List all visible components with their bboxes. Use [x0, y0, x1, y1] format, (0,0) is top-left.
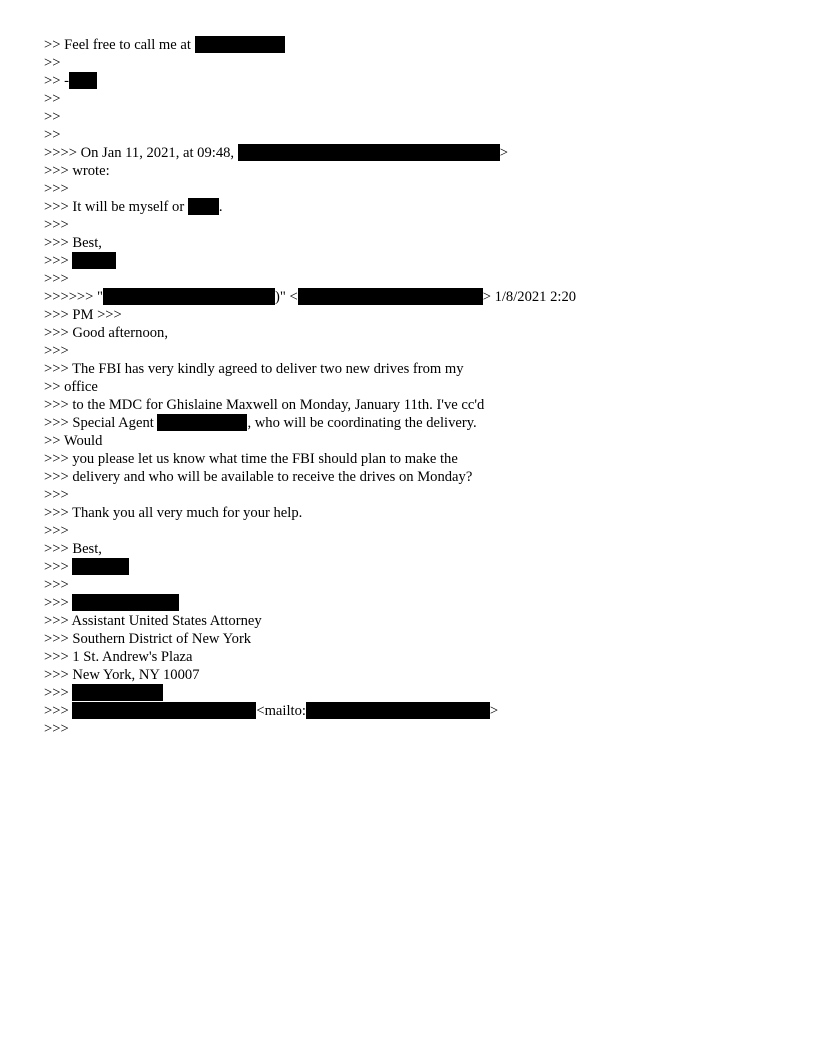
text-line [44, 540, 784, 558]
text-line [44, 126, 784, 144]
text-line [44, 666, 784, 684]
line-text: >> Would [44, 433, 103, 449]
redaction-block [238, 144, 500, 161]
line-text: >>> you please let us know what time the FBI should plan to make the [44, 451, 458, 467]
text-line [44, 468, 784, 486]
line-text: >>> Southern District of New York [44, 631, 252, 647]
redaction-block [72, 684, 163, 701]
redaction-block [72, 558, 129, 575]
line-text: >>>>>> " [44, 289, 103, 305]
text-line [44, 630, 784, 648]
line-text: >>> Assistant United States Attorney [44, 613, 262, 629]
text-line [44, 162, 784, 180]
text-line [44, 414, 784, 432]
line-text: . [218, 199, 223, 215]
text-line [44, 180, 784, 198]
line-text: , who will be coordinating the delivery. [247, 415, 477, 431]
text-line [44, 684, 784, 702]
text-line [44, 612, 784, 630]
line-text: >> [44, 55, 61, 71]
line-text: >>> Good afternoon, [44, 325, 168, 341]
redaction-block [72, 702, 256, 719]
line-text: >>> 1 St. Andrew's Plaza [44, 649, 193, 665]
redaction-block [72, 594, 179, 611]
line-text: >>> It will be myself or [44, 199, 188, 215]
redaction-block [103, 288, 275, 305]
line-text: >>> PM >>> [44, 307, 122, 323]
text-line [44, 396, 784, 414]
text-line [44, 36, 784, 54]
email-thread-body [44, 36, 784, 738]
text-line [44, 576, 784, 594]
line-text: >>> wrote: [44, 163, 110, 179]
line-text: >>> [44, 271, 69, 287]
text-line [44, 648, 784, 666]
line-text: >>> [44, 343, 69, 359]
text-line [44, 432, 784, 450]
text-line [44, 108, 784, 126]
text-line [44, 144, 784, 162]
line-text: >>> [44, 253, 73, 269]
line-text: >>> Thank you all very much for your help. [44, 505, 303, 521]
text-line [44, 504, 784, 522]
text-line [44, 558, 784, 576]
line-text: >> [44, 91, 61, 107]
line-text: >>> [44, 577, 69, 593]
line-text: > 1/8/2021 2:20 [482, 289, 577, 305]
line-text: >>> delivery and who will be available to receive the drives on Monday? [44, 469, 473, 485]
text-line [44, 378, 784, 396]
line-text: >> office [44, 379, 98, 395]
line-text: >> Feel free to call me at [44, 37, 195, 53]
line-text: >> [44, 127, 61, 143]
text-line [44, 720, 784, 738]
text-line [44, 198, 784, 216]
line-text: )" < [275, 289, 298, 305]
line-text: >>> to the MDC for Ghislaine Maxwell on Monday, January 11th. I've cc'd [44, 397, 485, 413]
text-line [44, 252, 784, 270]
line-text: >>> [44, 685, 73, 701]
redaction-block [69, 72, 97, 89]
text-line [44, 360, 784, 378]
text-line [44, 324, 784, 342]
text-line [44, 234, 784, 252]
line-text: >>> [44, 523, 69, 539]
line-text: >>> [44, 703, 73, 719]
text-line [44, 216, 784, 234]
text-line [44, 342, 784, 360]
text-line [44, 702, 784, 720]
line-text: >>> Best, [44, 235, 102, 251]
line-text: >>> [44, 559, 73, 575]
line-text: >>> Best, [44, 541, 102, 557]
line-text: >>> [44, 217, 69, 233]
redaction-block [157, 414, 247, 431]
text-line [44, 594, 784, 612]
text-line [44, 288, 784, 306]
line-text: >>> [44, 487, 69, 503]
redaction-block [188, 198, 219, 215]
redaction-block [195, 36, 285, 53]
line-text: >>> The FBI has very kindly agreed to deliver two new drives from my [44, 361, 464, 377]
text-line [44, 72, 784, 90]
text-line [44, 90, 784, 108]
redaction-block [306, 702, 490, 719]
line-text: >> [44, 109, 61, 125]
redaction-block [72, 252, 116, 269]
line-text: >>>> On Jan 11, 2021, at 09:48, [44, 145, 238, 161]
line-text: >>> [44, 721, 69, 737]
line-text: >>> [44, 595, 73, 611]
text-line [44, 486, 784, 504]
redaction-block [298, 288, 483, 305]
text-line [44, 306, 784, 324]
line-text: >>> [44, 181, 69, 197]
text-line [44, 270, 784, 288]
line-text: <mailto: [256, 703, 306, 719]
line-text: >>> New York, NY 10007 [44, 667, 200, 683]
text-line [44, 522, 784, 540]
line-text: >>> Special Agent [44, 415, 158, 431]
line-text: > [489, 703, 499, 719]
line-text: >> - [44, 73, 69, 89]
line-text: > [499, 145, 508, 161]
text-line [44, 450, 784, 468]
text-line [44, 54, 784, 72]
